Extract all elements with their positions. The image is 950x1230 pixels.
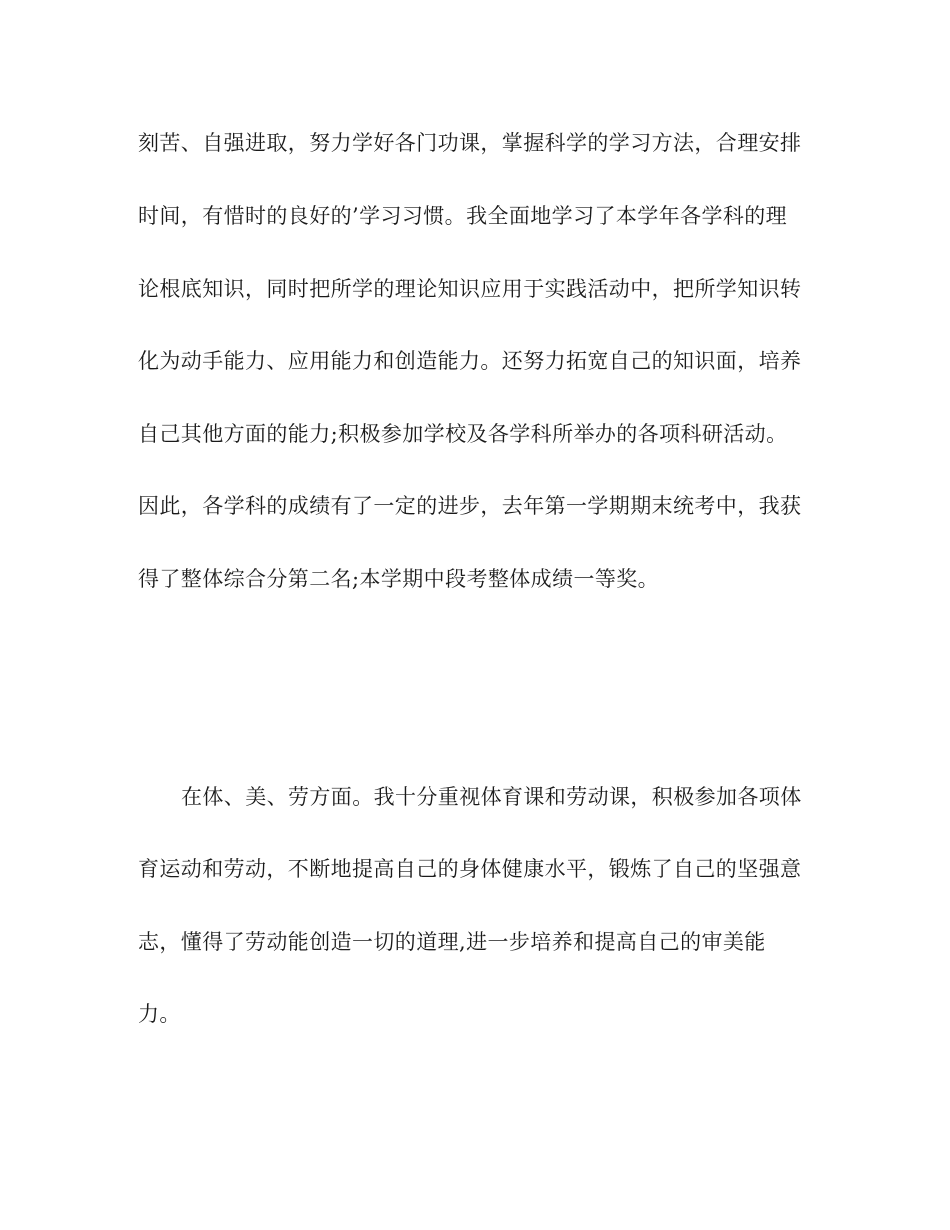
text-line: 力。: [138, 1002, 181, 1026]
text-line: 因此，各学科的成绩有了一定的进步，去年第一学期期末统考中，我获: [138, 494, 802, 518]
text-line: 论根底知识，同时把所学的理论知识应用于实践活动中，把所学知识转: [138, 277, 802, 301]
text-line: 志，懂得了劳动能创造一切的道理,进一步培养和提高自己的审美能: [138, 930, 766, 954]
text-line: 自己其他方面的能力;积极参加学校及各学科所举办的各项科研活动。: [138, 422, 788, 446]
text-line: 在体、美、劳方面。我十分重视体育课和劳动课，积极参加各项体: [181, 785, 802, 809]
text-line: 时间，有惜时的良好的’学习习惯。我全面地学习了本学年各学科的理: [138, 204, 788, 228]
text-line: 刻苦、自强进取，努力学好各门功课，掌握科学的学习方法，合理安排: [138, 131, 802, 155]
text-line: 化为动手能力、应用能力和创造能力。还努力拓宽自己的知识面，培养: [138, 349, 802, 373]
text-line: 育运动和劳动，不断地提高自己的身体健康水平，锻炼了自己的坚强意: [138, 857, 802, 881]
text-line: 得了整体综合分第二名;本学期中段考整体成绩一等奖。: [138, 567, 660, 591]
